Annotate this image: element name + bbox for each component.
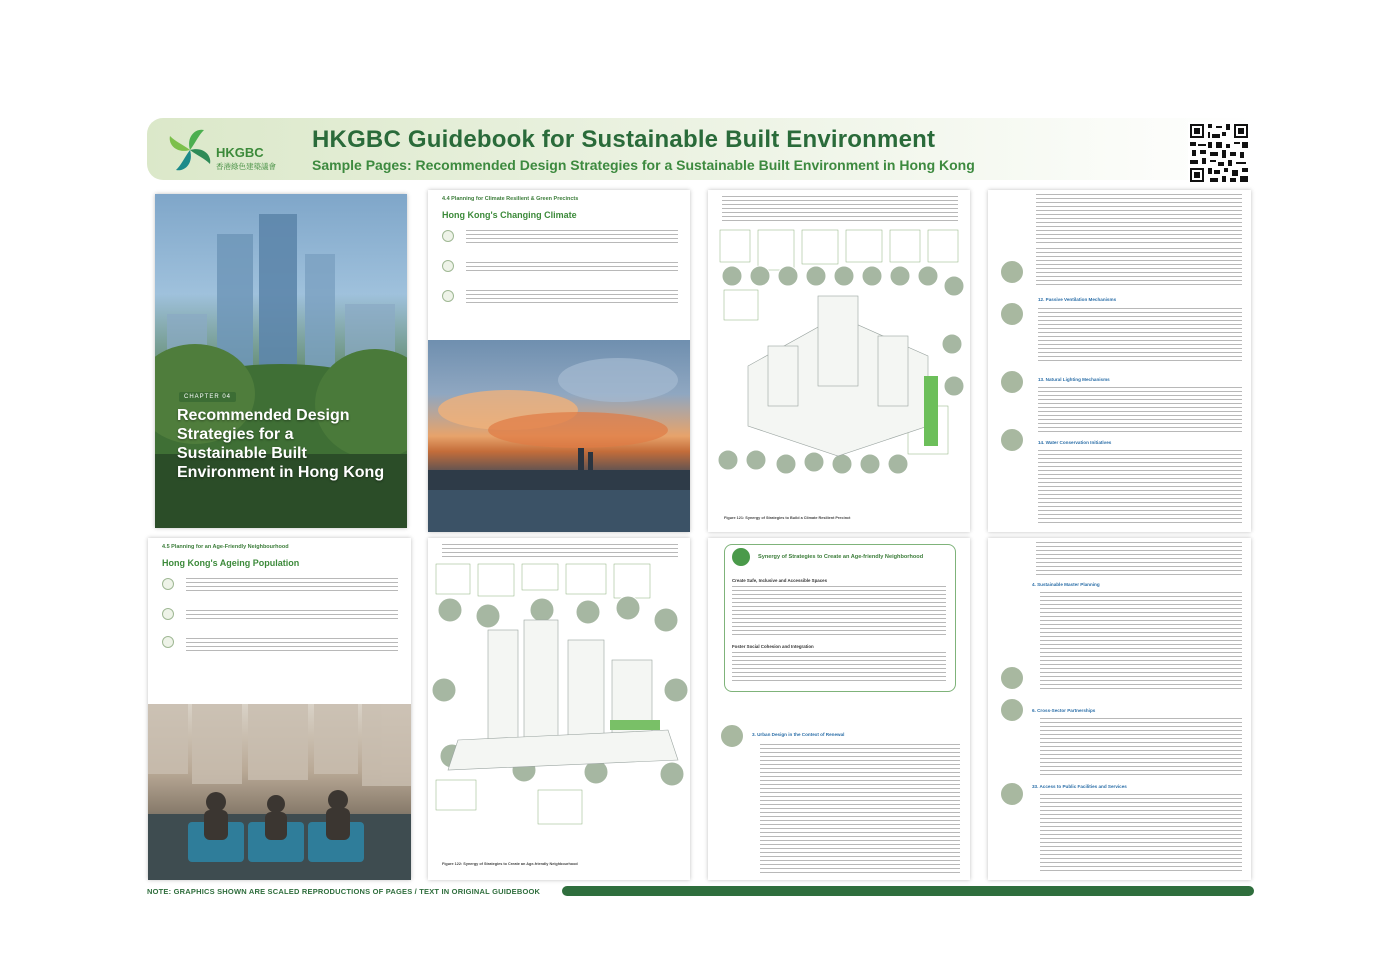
community-icon [162, 636, 174, 648]
logo-text: HKGBC [216, 145, 264, 160]
synergy-item-title: 3. Urban Design in the Context of Renewal [752, 732, 845, 737]
planning-text-1 [1040, 592, 1242, 692]
hkgbc-logo [166, 124, 276, 176]
climate-section-title: 4.4 Planning for Climate Resilient & Green Precincts [442, 196, 579, 202]
climate-page [428, 190, 690, 532]
rain-cloud-icon [442, 260, 454, 272]
strategy-12-text [1038, 308, 1242, 364]
ageing-paragraph-1 [186, 578, 398, 592]
synergy-text-1 [732, 586, 946, 638]
climate-heading: Hong Kong's Changing Climate [442, 210, 577, 220]
synergy-sub-2: Foster Social Cohesion and Integration [732, 644, 814, 649]
strategy-thumb-1 [1000, 260, 1024, 284]
footer-bar [562, 886, 1254, 896]
synergy-thumb [720, 724, 744, 748]
age-friendly-icon [732, 548, 750, 566]
strategies-page [988, 190, 1251, 532]
sunset-harbour-photo [428, 340, 690, 532]
climate-paragraph-1 [466, 230, 678, 246]
strategy-thumb-4 [1000, 428, 1024, 452]
planning-item-4: 4. Sustainable Master Planning [1032, 582, 1100, 587]
planning-text-3 [1040, 794, 1242, 874]
planning-thumb-3 [1000, 782, 1024, 806]
strategy-14-text [1038, 450, 1242, 526]
population-icon [162, 578, 174, 590]
strategy-text-2 [1036, 248, 1242, 288]
climate-paragraph-2 [466, 262, 678, 272]
climate-figure-caption: Figure 121: Synergy of Strategies to Build a Climate Resilient Precinct [724, 516, 851, 520]
ageing-page [148, 538, 411, 880]
strategy-12-title: 12. Passive Ventilation Mechanisms [1038, 297, 1117, 302]
planning-text-2 [1040, 718, 1242, 776]
climate-resilient-precinct-diagram [708, 226, 970, 516]
logo-chinese: 香港綠色建築議會 [216, 162, 276, 171]
age-diagram-intro [442, 544, 678, 558]
climate-diagram-page [708, 190, 970, 532]
health-icon [162, 608, 174, 620]
typhoon-icon [442, 290, 454, 302]
planning-thumb-2 [1000, 698, 1024, 722]
synergy-page [708, 538, 970, 880]
synergy-item-text [760, 744, 960, 874]
age-figure-caption: Figure 122: Synergy of Strategies to Create an Age-friendly Neighbourhood [442, 862, 578, 866]
page-subtitle: Sample Pages: Recommended Design Strategies for a Sustainable Built Environment in Hong Kong [312, 157, 975, 173]
strategy-text-1 [1036, 194, 1242, 244]
synergy-text-2 [732, 652, 946, 684]
cover-title: Recommended Design Strategies for a Sustainable Built Environment in Hong Kong [177, 407, 385, 481]
age-friendly-neighbourhood-diagram [428, 560, 690, 856]
strategy-14-title: 14. Water Conservation Initiatives [1038, 440, 1112, 445]
ageing-section-title: 4.5 Planning for an Age-Friendly Neighbourhood [162, 544, 289, 550]
elderly-bench-photo [148, 704, 411, 880]
planning-text-0 [1036, 542, 1242, 576]
strategy-13-title: 13. Natural Lighting Mechanisms [1038, 377, 1110, 382]
footer-note: NOTE: GRAPHICS SHOWN ARE SCALED REPRODUCTIONS OF PAGES / TEXT IN ORIGINAL GUIDEBOOK [147, 887, 541, 896]
strategy-13-text [1038, 387, 1242, 433]
page-title: HKGBC Guidebook for Sustainable Built Environment [312, 126, 936, 153]
climate-paragraph-3 [466, 290, 678, 306]
chapter-cover-page [155, 194, 407, 528]
planning-item-33: 33. Access to Public Facilities and Services [1032, 784, 1127, 789]
thermometer-icon [442, 230, 454, 242]
strategy-thumb-3 [1000, 370, 1024, 394]
planning-page [988, 538, 1251, 880]
diagram-intro-text [722, 196, 958, 222]
planning-thumb-1 [1000, 666, 1024, 690]
chapter-badge: CHAPTER 04 [179, 392, 236, 402]
qr-code-icon[interactable] [1188, 122, 1250, 184]
ageing-heading: Hong Kong's Ageing Population [162, 558, 300, 568]
planning-item-6: 6. Cross-Sector Partnerships [1032, 708, 1096, 713]
age-diagram-page [428, 538, 690, 880]
synergy-heading: Synergy of Strategies to Create an Age-friendly Neighborhood [758, 554, 924, 560]
ageing-paragraph-3 [186, 638, 398, 652]
strategy-thumb-2 [1000, 302, 1024, 326]
ageing-paragraph-2 [186, 610, 398, 622]
synergy-sub-1: Create Safe, Inclusive and Accessible Spaces [732, 578, 828, 583]
